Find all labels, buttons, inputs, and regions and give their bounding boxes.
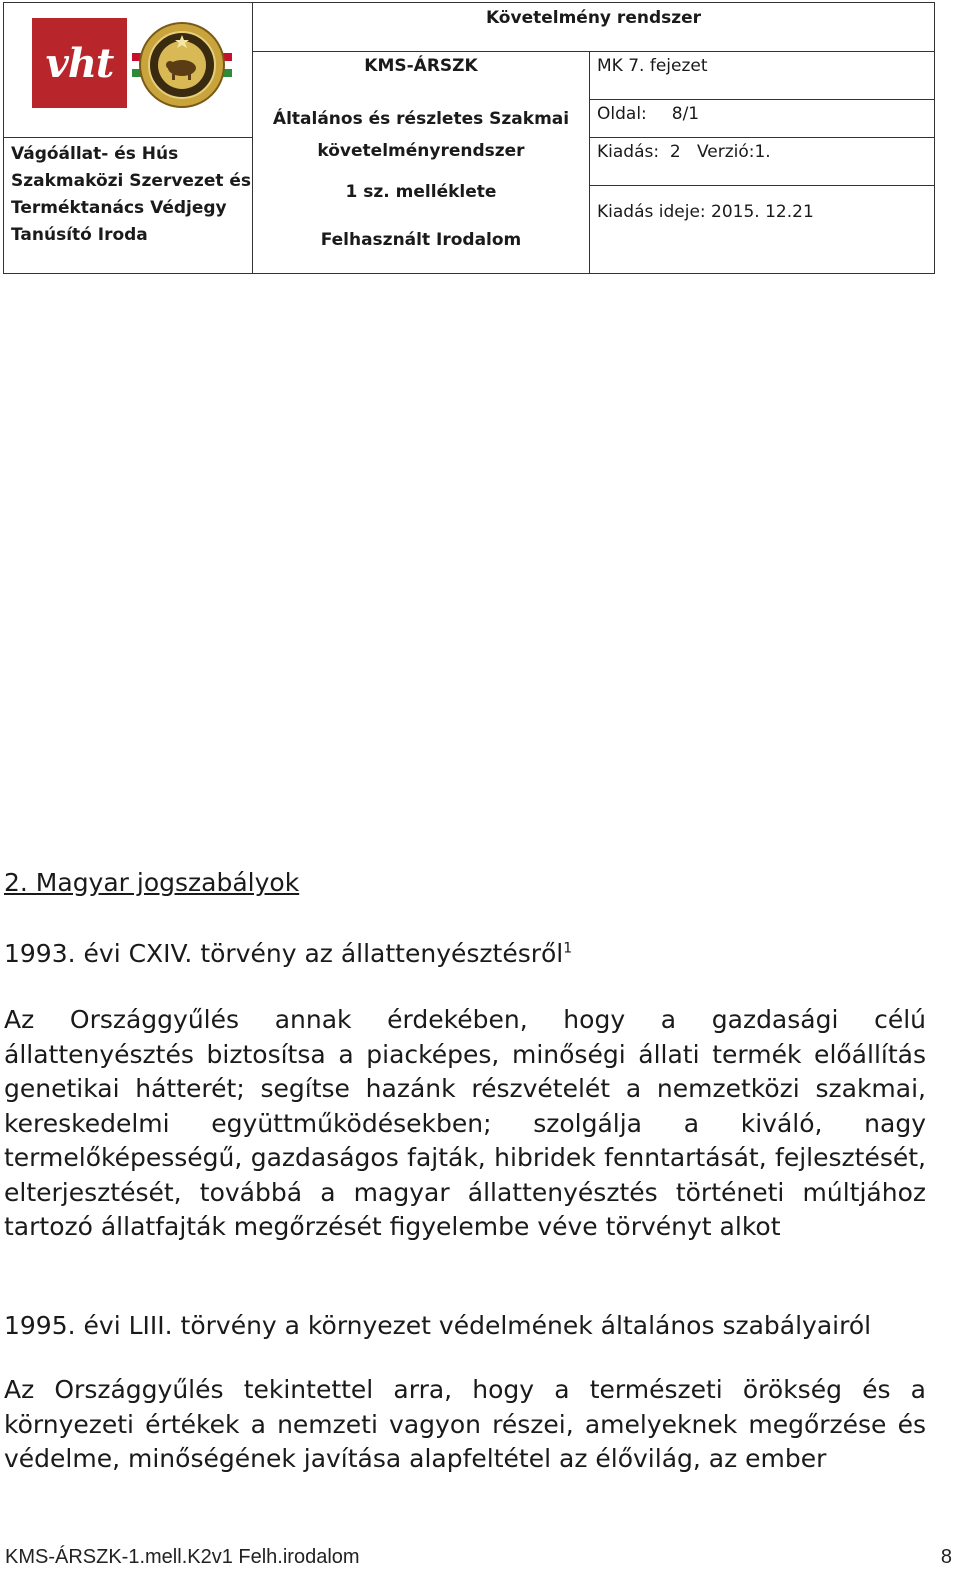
doc-title: Általános és részletes Szakmai követelményrendszer — [272, 109, 570, 161]
footer-doc-id: KMS-ÁRSZK-1.mell.K2v1 Felh.irodalom — [5, 1546, 360, 1568]
chapter-label: MK 7. fejezet — [597, 56, 708, 76]
document-header — [3, 2, 935, 274]
section-heading: 2. Magyar jogszabályok — [4, 868, 300, 897]
header-divider — [589, 51, 590, 273]
header-divider — [589, 99, 934, 100]
law1-title: 1993. évi CXIV. törvény az állattenyésztésről$^1$ — [4, 939, 573, 968]
attachment-label: 1 sz. melléklete — [345, 182, 497, 202]
header-divider — [4, 137, 252, 138]
law1-text: Az Országgyűlés annak érdekében, hogy a gazdasági célú állattenyésztés biztosítsa a piacképes, minőségi állati termék előállítás genetikai hátterét; segítse hazánk részvételét a nemzetközi szakmai, kereskedelmi együttműködésekben; szolgálja a kiváló, nagy termelőképességű, gazdaságos fajták, hibridek fenntartását, fejlesztését, elterjesztését, továbbá a magyar állattenyésztés történeti múltjához tartozó állatfajták megőrzését figyelembe véve törvényt alkot — [4, 1005, 926, 1241]
org-name: Vágóállat- és Hús Szakmaközi Szervezet és Terméktanács Védjegy Tanúsító Iroda — [11, 144, 252, 245]
header-divider — [589, 137, 934, 138]
footer-page-number: 8 — [940, 1546, 952, 1568]
vht-logo: vht — [32, 18, 127, 108]
issue-info: Kiadás: 2 Verzió:1. — [597, 142, 771, 162]
footnote-ref[interactable]: 1 — [563, 940, 573, 957]
law2-title: 1995. évi LIII. törvény a környezet védelmének általános szabályairól — [4, 1311, 872, 1340]
law2-text: Az Országgyűlés tekintettel arra, hogy a természeti örökség és a környezeti értékek a nemzeti vagyon részei, amelyeknek megőrzése és védelme, minőségének javítása alapfeltétel az élővilág, az ember — [4, 1375, 926, 1473]
header-divider — [252, 51, 934, 52]
page-info: Oldal: 8/1 — [597, 104, 700, 124]
header-divider — [589, 185, 934, 186]
quality-seal-icon — [132, 19, 232, 111]
org-code: KMS-ÁRSZK — [364, 56, 478, 76]
issue-date: Kiadás ideje: 2015. 12.21 — [597, 202, 814, 222]
section-label: Felhasznált Irodalom — [320, 230, 522, 250]
system-title: Követelmény rendszer — [485, 8, 702, 28]
